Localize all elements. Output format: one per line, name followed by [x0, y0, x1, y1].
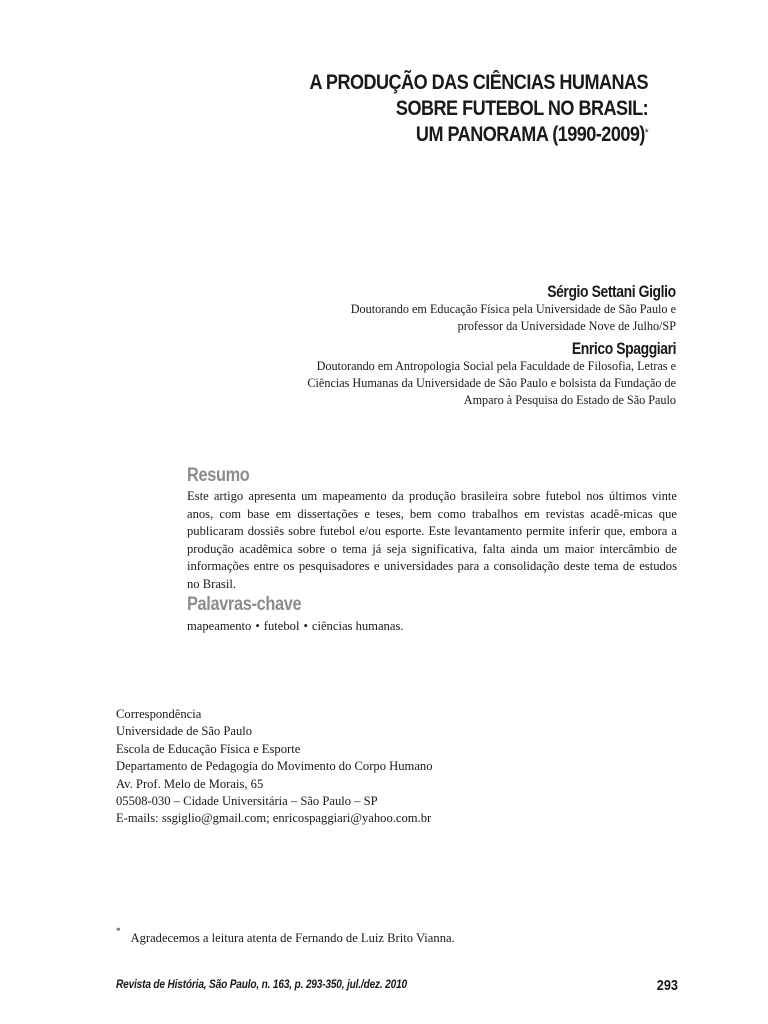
- author-1-affiliation-line: Doutorando em Educação Física pela Universidade de São Paulo e: [350, 302, 676, 316]
- keywords-list: [187, 619, 404, 634]
- author-1-name: Sérgio Settani Giglio: [547, 282, 676, 301]
- keyword-item: ciências humanas.: [311, 619, 404, 633]
- title-line-3-text: UM PANORAMA (1990-2009): [416, 123, 646, 146]
- keyword-separator: •: [303, 619, 308, 633]
- correspondence-line: Escola de Educação Física e Esporte: [116, 741, 301, 756]
- title-footnote-mark: *: [645, 127, 649, 139]
- keyword-separator: •: [255, 619, 260, 633]
- title-line-1: A PRODUÇÃO DAS CIÊNCIAS HUMANAS: [309, 71, 649, 94]
- page-number: 293: [656, 977, 678, 994]
- abstract-text: Este artigo apresenta um mapeamento da produção brasileira sobre futebol nos últimos vinte anos, com base em dissertações e teses, bem como trabalhos em revistas acadê-micas que publicaram dossiês sobre futebol e/ou esporte. Este levantamento permite inferir que, embora a produção acadêmica sobre o tema já seja significativa, falta ainda um maior intercâmbio de informações entre os pesquisadores e universidades para a consolidação deste tema de estudos no Brasil.: [187, 489, 677, 591]
- title-line-3: [310, 122, 649, 148]
- author-1-affiliation-line: professor da Universidade Nove de Julho/SP: [457, 319, 676, 333]
- author-1-affiliation: [351, 301, 676, 335]
- title-line-2: SOBRE FUTEBOL NO BRASIL:: [396, 97, 649, 120]
- author-2-affiliation: [307, 358, 676, 409]
- author-2-affiliation-line: Amparo à Pesquisa do Estado de São Paulo: [463, 393, 676, 407]
- footnote-mark: *: [116, 926, 121, 936]
- correspondence-block: [116, 706, 433, 828]
- author-2-name: Enrico Spaggiari: [571, 339, 676, 358]
- correspondence-line: Correspondência: [116, 707, 202, 721]
- correspondence-line: 05508-030 – Cidade Universitária – São Paulo – SP: [116, 794, 378, 809]
- author-2-affiliation-line: Ciências Humanas da Universidade de São Paulo e bolsista da Fundação de: [307, 376, 676, 390]
- author-2-affiliation-line: Doutorando em Antropologia Social pela Faculdade de Filosofia, Letras e: [316, 359, 676, 373]
- correspondence-line: Universidade de São Paulo: [116, 724, 253, 739]
- keyword-item: mapeamento: [187, 619, 252, 633]
- correspondence-line: Departamento de Pedagogia do Movimento do Corpo Humano: [116, 759, 433, 774]
- footnote: [116, 926, 455, 946]
- abstract-heading: Resumo: [187, 465, 250, 486]
- keywords-heading: Palavras-chave: [187, 594, 302, 615]
- footnote-text: Agradecemos a leitura atenta de Fernando de Luiz Brito Vianna.: [130, 931, 455, 946]
- keyword-item: futebol: [263, 619, 300, 633]
- journal-citation: Revista de História, São Paulo, n. 163, p. 293-350, jul./dez. 2010: [116, 979, 407, 991]
- correspondence-emails: E-mails: ssgiglio@gmail.com; enricospaggiari@yahoo.com.br: [116, 811, 432, 826]
- correspondence-line: Av. Prof. Melo de Morais, 65: [116, 776, 264, 791]
- article-title: [282, 70, 676, 148]
